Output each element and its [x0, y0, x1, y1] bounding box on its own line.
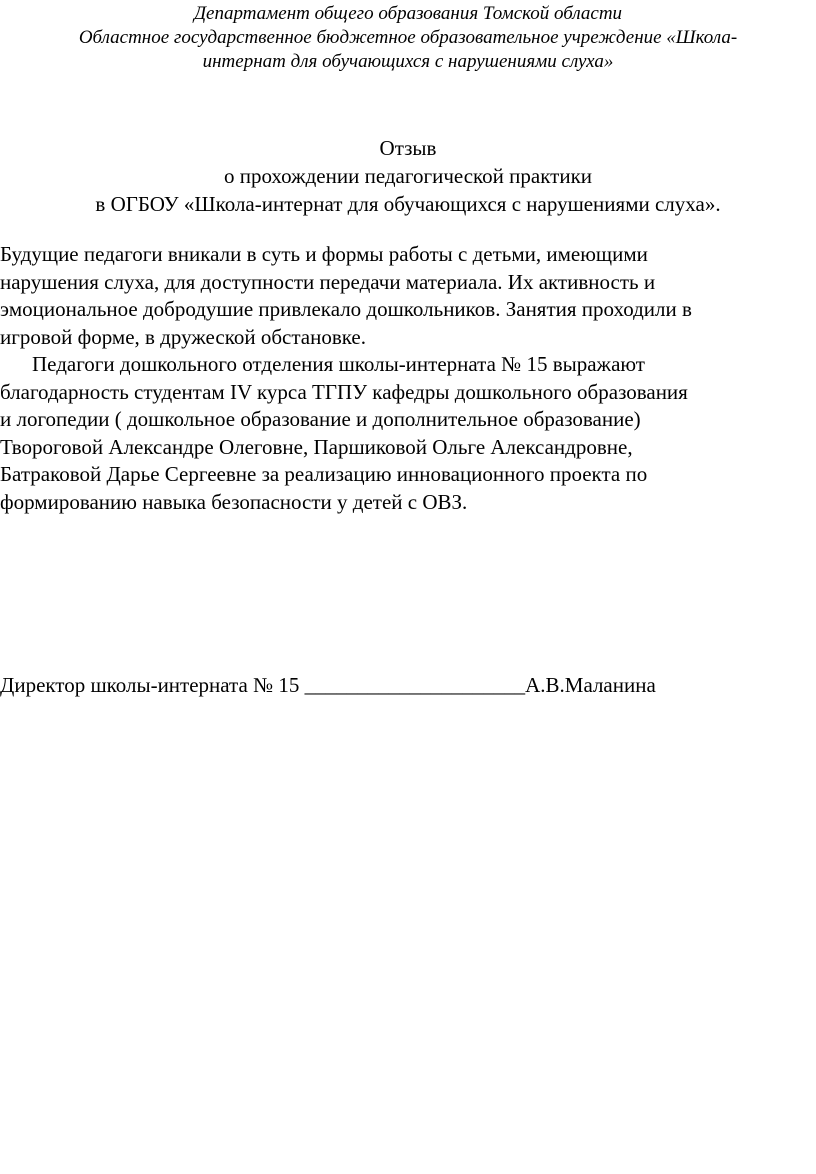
body-line: Твороговой Александре Олеговне, Паршиковой Ольге Александровне, — [0, 434, 633, 459]
header-department: Департамент общего образования Томской области — [193, 3, 623, 24]
title-organization: в ОГБОУ «Школа-интернат для обучающихся с нарушениями слуха». — [95, 192, 721, 216]
body-line: нарушения слуха, для доступности передачи материала. Их активность и — [0, 269, 656, 294]
header-institution: Областное государственное бюджетное образовательное учреждение «Школа- — [78, 27, 738, 48]
body-line: Батраковой Дарье Сергеевне за реализацию инновационного проекта по — [0, 462, 648, 486]
body-line: Будущие педагоги вникали в суть и формы работы с детьми, имеющими — [0, 242, 648, 266]
title-subject: о прохождении педагогической практики — [223, 164, 593, 188]
document-header — [0, 2, 816, 74]
body-line: и логопедии ( дошкольное образование и дополнительное образование) — [0, 407, 641, 431]
review-body — [0, 241, 816, 516]
body-line: формированию навыка безопасности у детей с ОВЗ. — [0, 489, 468, 514]
body-line: благодарность студентам IV курса ТГПУ кафедры дошкольного образования — [0, 379, 688, 404]
director-signature-line: Директор школы-интерната № 15 _____________________А.В.Маланина — [0, 673, 656, 697]
document-title — [0, 134, 816, 218]
body-line: Педагоги дошкольного отделения школы-интерната № 15 выражают — [32, 352, 645, 376]
body-line: игровой форме, в дружеской обстановке. — [0, 324, 366, 349]
body-line: эмоциональное добродушие привлекало дошкольников. Занятия проходили в — [0, 297, 692, 321]
title-heading: Отзыв — [379, 136, 437, 160]
header-institution-continued: интернат для обучающихся с нарушениями слуха» — [202, 51, 614, 72]
